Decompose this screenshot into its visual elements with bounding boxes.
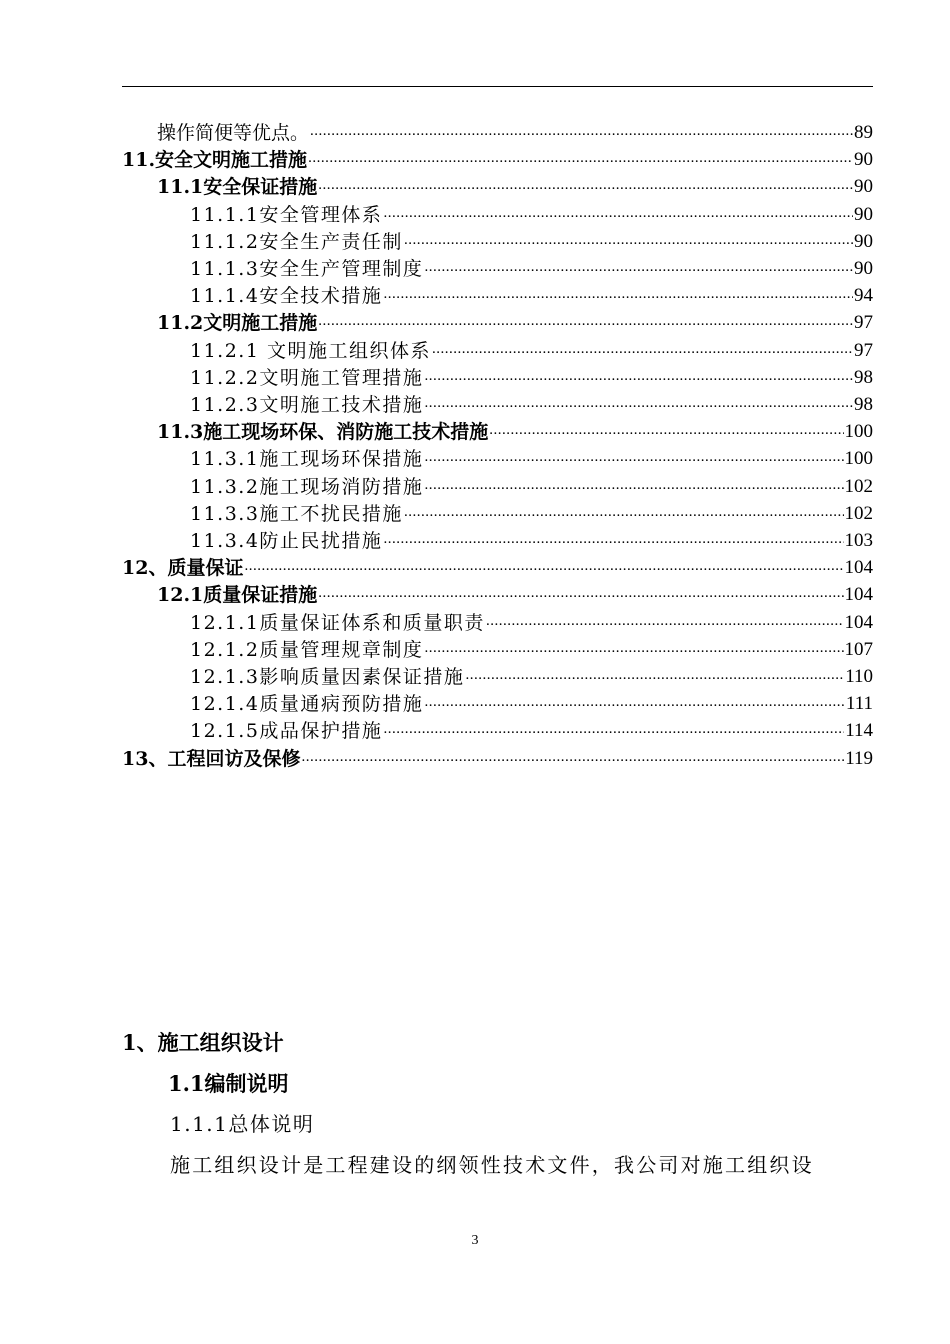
toc-dot-leader	[424, 365, 853, 387]
toc-entry-page: 98	[854, 394, 873, 415]
toc-dot-leader	[465, 664, 844, 686]
toc-entry[interactable]	[157, 307, 873, 334]
toc-entry-page: 114	[845, 720, 873, 742]
toc-entry-title: 11.3.3施工不扰民措施	[190, 502, 403, 525]
toc-dot-leader	[310, 120, 853, 142]
toc-entry-page: 110	[845, 666, 873, 687]
toc-dot-leader	[244, 555, 843, 577]
toc-entry-page: 119	[845, 747, 873, 769]
toc-dot-leader	[318, 582, 843, 604]
toc-entry[interactable]	[157, 416, 873, 443]
toc-entry[interactable]	[190, 525, 873, 552]
toc-entry-page: 103	[844, 530, 873, 551]
toc-entry[interactable]	[157, 117, 873, 144]
toc-entry-title: 12.1.4质量通病预防措施	[190, 693, 424, 716]
toc-entry[interactable]	[190, 226, 873, 253]
toc-entry[interactable]	[157, 579, 873, 606]
toc-dot-leader	[404, 501, 844, 523]
toc-dot-leader	[432, 338, 853, 360]
toc-entry[interactable]	[190, 661, 873, 688]
toc-entry-page: 89	[854, 122, 873, 143]
toc-entry-title: 11.3施工现场环保、消防施工技术措施	[157, 421, 489, 444]
toc-dot-leader	[424, 474, 843, 496]
toc-entry[interactable]	[190, 280, 873, 307]
toc-entry[interactable]	[190, 443, 873, 470]
toc-entry[interactable]	[190, 688, 873, 715]
toc-entry[interactable]	[157, 171, 873, 198]
toc-dot-leader	[424, 637, 843, 659]
toc-entry-title: 11.安全文明施工措施	[122, 149, 308, 172]
toc-entry-page: 107	[844, 638, 873, 660]
toc-dot-leader	[383, 528, 843, 550]
toc-entry[interactable]	[190, 362, 873, 389]
section-heading-1-1-1: 1.1.1总体说明	[170, 1112, 315, 1136]
toc-entry[interactable]	[190, 253, 873, 280]
section-heading-1: 1、施工组织设计	[122, 1030, 284, 1055]
toc-entry-title: 12.1.3影响质量因素保证措施	[190, 666, 465, 688]
toc-entry-page: 104	[844, 557, 873, 579]
toc-dot-leader	[424, 446, 843, 468]
toc-entry-title: 11.2.3文明施工技术措施	[190, 394, 424, 416]
toc-entry[interactable]	[122, 743, 873, 770]
body-paragraph: 施工组织设计是工程建设的纲领性技术文件，我公司对施工组织设	[170, 1153, 814, 1177]
toc-dot-leader	[383, 202, 853, 224]
toc-entry-title: 11.2.1 文明施工组织体系	[190, 339, 431, 362]
toc-entry[interactable]	[190, 498, 873, 525]
toc-entry-title: 11.1.2安全生产责任制	[190, 230, 403, 253]
toc-entry-title: 11.1.3安全生产管理制度	[190, 258, 424, 280]
toc-dot-leader	[424, 392, 853, 414]
toc-entry-title: 11.3.1施工现场环保措施	[190, 448, 424, 471]
toc-entry-title: 11.1安全保证措施	[157, 176, 318, 199]
toc-entry-page: 90	[854, 149, 873, 171]
toc-entry-title: 11.1.1安全管理体系	[190, 203, 383, 226]
toc-dot-leader	[301, 746, 844, 768]
toc-entry-title: 12.1.5成品保护措施	[190, 720, 383, 743]
toc-entry-page: 94	[854, 285, 873, 307]
toc-entry-page: 90	[854, 176, 873, 198]
toc-entry-page: 102	[844, 502, 873, 524]
toc-entry-title: 12.1.1质量保证体系和质量职责	[190, 611, 485, 634]
toc-entry[interactable]	[190, 335, 873, 362]
toc-entry[interactable]	[122, 552, 873, 579]
toc-entry-page: 90	[854, 203, 873, 225]
toc-entry-title: 11.2文明施工措施	[157, 312, 318, 335]
toc-entry[interactable]	[190, 634, 873, 661]
toc-dot-leader	[486, 610, 844, 632]
toc-dot-leader	[308, 147, 853, 169]
toc-entry-page: 100	[844, 421, 873, 443]
toc-entry-page: 97	[854, 312, 873, 334]
toc-entry[interactable]	[122, 144, 873, 171]
toc-dot-leader	[424, 256, 853, 278]
toc-entry-title: 11.1.4安全技术措施	[190, 285, 383, 308]
toc-entry-title: 11.3.2施工现场消防措施	[190, 475, 424, 498]
toc-entry-page: 90	[854, 258, 873, 279]
toc-entry-title: 12.1质量保证措施	[157, 584, 318, 607]
header-rule	[122, 86, 873, 87]
toc-entry-page: 90	[854, 230, 873, 252]
toc-entry-title: 13、工程回访及保修	[122, 747, 301, 770]
toc-entry-title: 11.3.4防止民扰措施	[190, 530, 383, 552]
toc-entry-page: 104	[844, 584, 873, 606]
toc-dot-leader	[318, 174, 853, 196]
toc-entry-title: 12、质量保证	[122, 557, 244, 580]
toc-entry[interactable]	[190, 471, 873, 498]
toc-entry-page: 104	[844, 611, 873, 633]
toc-dot-leader	[489, 419, 843, 441]
toc-entry-title: 12.1.2质量管理规章制度	[190, 638, 424, 661]
toc-entry-page: 102	[844, 475, 873, 497]
page-number: 3	[471, 1233, 479, 1248]
toc-dot-leader	[424, 691, 844, 713]
toc-dot-leader	[318, 310, 853, 332]
toc-entry-page: 100	[844, 448, 873, 470]
toc-entry-page: 98	[854, 366, 873, 388]
toc-entry[interactable]	[190, 199, 873, 226]
toc-entry-page: 97	[854, 339, 873, 361]
toc-entry-title: 操作简便等优点。	[157, 122, 310, 144]
toc-entry[interactable]	[190, 389, 873, 416]
toc-dot-leader	[383, 283, 853, 305]
section-heading-1-1: 1.1编制说明	[168, 1071, 289, 1096]
toc-dot-leader	[404, 229, 853, 251]
toc-entry[interactable]	[190, 715, 873, 742]
toc-entry-title: 11.2.2文明施工管理措施	[190, 366, 424, 389]
toc-entry[interactable]	[190, 607, 873, 634]
toc-entry-page: 111	[845, 693, 873, 715]
toc-dot-leader	[383, 718, 844, 740]
